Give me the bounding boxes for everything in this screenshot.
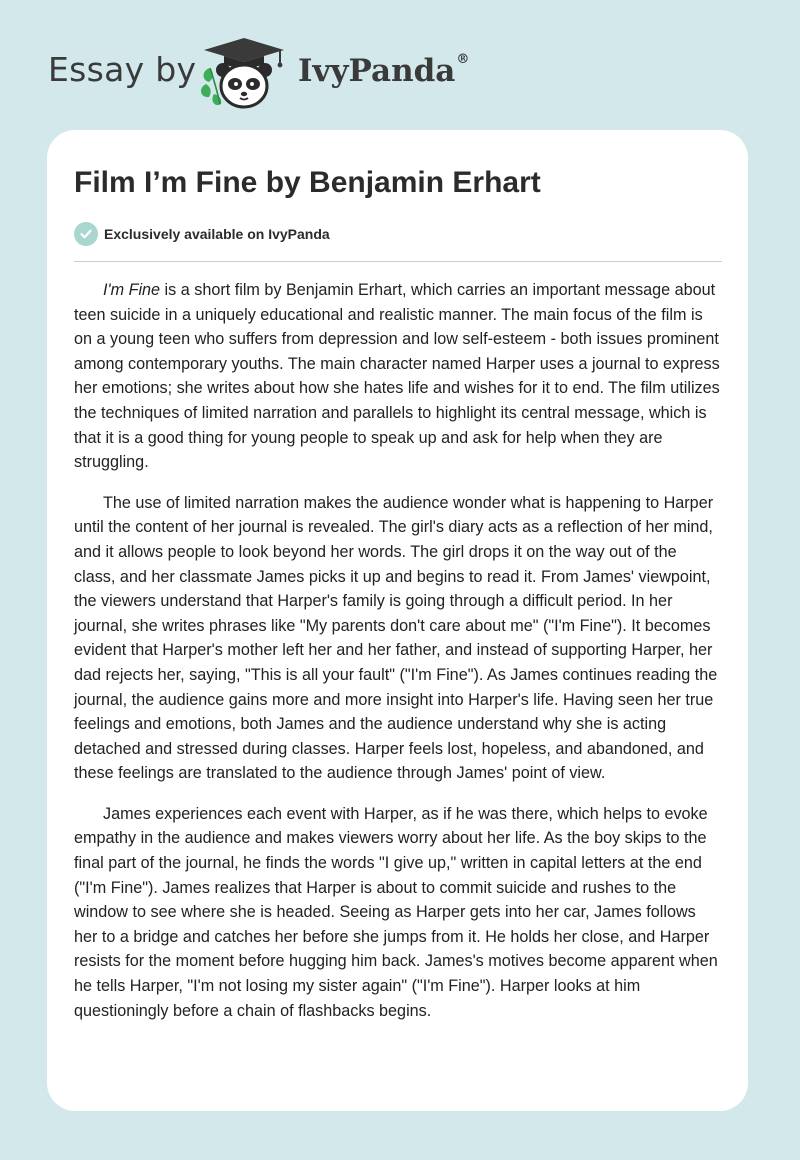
divider bbox=[74, 261, 722, 262]
paragraph-1: I'm Fine is a short film by Benjamin Erhart, which carries an important message about teen suicide in a uniquely educational and realistic manner. The main focus of the film is on a young teen who suffers from depression and low self-esteem - both issues prominent among contemporary youths. The main character named Harper uses a journal to express her emotions; she writes about how she hates life and wishes for it to end. The film utilizes the techniques of limited narration and parallels to highlight its central message, which is that it is a good thing for young people to speak up and ask for help when they are struggling. bbox=[74, 281, 720, 472]
paragraph-2: The use of limited narration makes the audience wonder what is happening to Harper until the content of her journal is revealed. The girl's diary acts as a reflection of her mind, and it allows people to look beyond her words. The girl drops it on the way out of the class, and her classmate James picks it up and begins to read it. From James' viewpoint, the viewers understand that Harper's family is going through a difficult period. In her journal, she writes phrases like "My parents don't care about me" ("I'm Fine"). It becomes evident that Harper's mother left her and her father, and instead of supporting Harper, her dad rejects her, saying, "This is all your fault" ("I'm Fine"). As James continues reading the journal, the audience gains more and more insight into Harper's life. Having seen her true feelings and emotions, both James and the audience understand why she is acting detached and stressed during classes. Harper feels lost, hopeless, and abandoned, and these feelings are translated to the audience through James' point of view. bbox=[74, 493, 718, 783]
film-title-emphasis: I'm Fine bbox=[103, 281, 161, 299]
site-header bbox=[0, 0, 800, 130]
paragraph-3: James experiences each event with Harper, as if he was there, which helps to evoke empathy in the audience and makes viewers worry about her life. As the boy skips to the final part of the journal, he finds the words "I give up," written in capital letters at the end ("I'm Fine"). James realizes that Harper is about to commit suicide and rushes to the window to see where she is headed. Seeing as Harper gets into her car, James follows her to a bridge and catches her before she jumps from it. He holds her close, and Harper resists for the moment before hugging him back. James's motives become apparent when he tells Harper, "I'm not losing my sister again" ("I'm Fine"). Harper looks at him questioningly before a chain of flashbacks begins. bbox=[74, 804, 718, 1020]
check-circle-icon bbox=[74, 222, 98, 246]
brand-name[interactable]: IvyPanda® bbox=[298, 52, 470, 89]
exclusive-badge bbox=[74, 222, 330, 246]
badge-label: Exclusively available on IvyPanda bbox=[104, 226, 330, 242]
essay-body bbox=[74, 278, 722, 1039]
registered-mark: ® bbox=[456, 52, 470, 67]
page-title: Film I’m Fine by Benjamin Erhart bbox=[74, 166, 541, 199]
panda-graduate-icon[interactable] bbox=[196, 34, 292, 110]
essay-by-label: Essay by bbox=[48, 50, 197, 89]
essay-card bbox=[47, 130, 748, 1111]
